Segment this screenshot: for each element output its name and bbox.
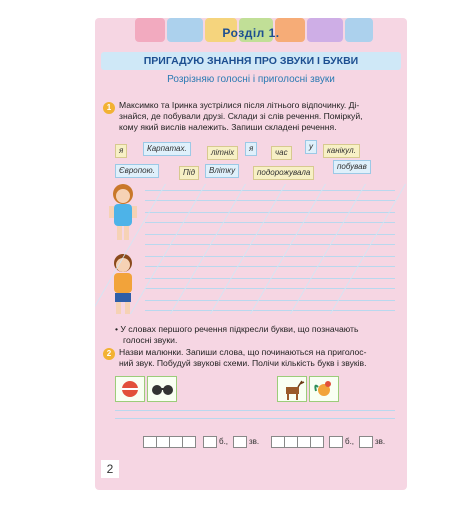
sounds-label-2: зв.: [375, 437, 386, 446]
letters-label: б.,: [219, 437, 229, 446]
word-card[interactable]: я: [115, 144, 127, 158]
sound-count-box-2[interactable]: [359, 436, 373, 448]
word-card[interactable]: Влітку: [205, 164, 239, 178]
task-2-text: Назви малюнки. Запиши слова, що починаються на приголос- ний звук. Побудуй звукові схеми. Полічи кількість букв і звуків.: [119, 347, 367, 368]
chapter-title: ПРИГАДУЮ ЗНАННЯ ПРО ЗВУКИ І БУКВИ: [101, 52, 401, 70]
page-number: 2: [101, 460, 119, 478]
writing-lines-2[interactable]: [115, 406, 395, 426]
task-1-text: Максимко та Іринка зустрілися після літнього відпочинку. Ді- знайся, де побували друзі. Склади зі слів речення. Поміркуй, кому який вислів належить. Запиши складені речення.: [119, 100, 363, 132]
word-card[interactable]: Карпатах.: [143, 142, 191, 156]
writing-lines[interactable]: [145, 184, 395, 314]
section-header: [95, 24, 407, 42]
sounds-label: зв.: [249, 437, 260, 446]
word-card[interactable]: час: [271, 146, 292, 160]
word-card[interactable]: у: [305, 140, 317, 154]
word-card[interactable]: канікул.: [323, 144, 360, 158]
glasses-picture: [147, 376, 177, 402]
word-card[interactable]: побував: [333, 160, 371, 174]
task-2-badge: 2: [103, 348, 115, 360]
section-label: Розділ 1.: [222, 26, 280, 40]
sound-count-box[interactable]: [233, 436, 247, 448]
letter-count-box-2[interactable]: [329, 436, 343, 448]
letters-label-2: б.,: [345, 437, 355, 446]
word-card[interactable]: Європою.: [115, 164, 159, 178]
word-card[interactable]: літніх: [207, 146, 238, 160]
task-1-badge: 1: [103, 102, 115, 114]
ball-picture: [115, 376, 145, 402]
boy-illustration: [105, 252, 141, 316]
rooster-picture: [309, 376, 339, 402]
word-card[interactable]: я: [245, 142, 257, 156]
deer-picture: [277, 376, 307, 402]
word-card[interactable]: Під: [179, 166, 199, 180]
letter-count-box[interactable]: [203, 436, 217, 448]
word-card[interactable]: подорожувала: [253, 166, 314, 180]
workbook-page: [95, 18, 407, 490]
task-1-bullet: • У словах першого речення підкресли букви, що позначають голосні звуки.: [115, 324, 359, 345]
lesson-subtitle: Розрізняю голосні і приголосні звуки: [167, 74, 335, 85]
